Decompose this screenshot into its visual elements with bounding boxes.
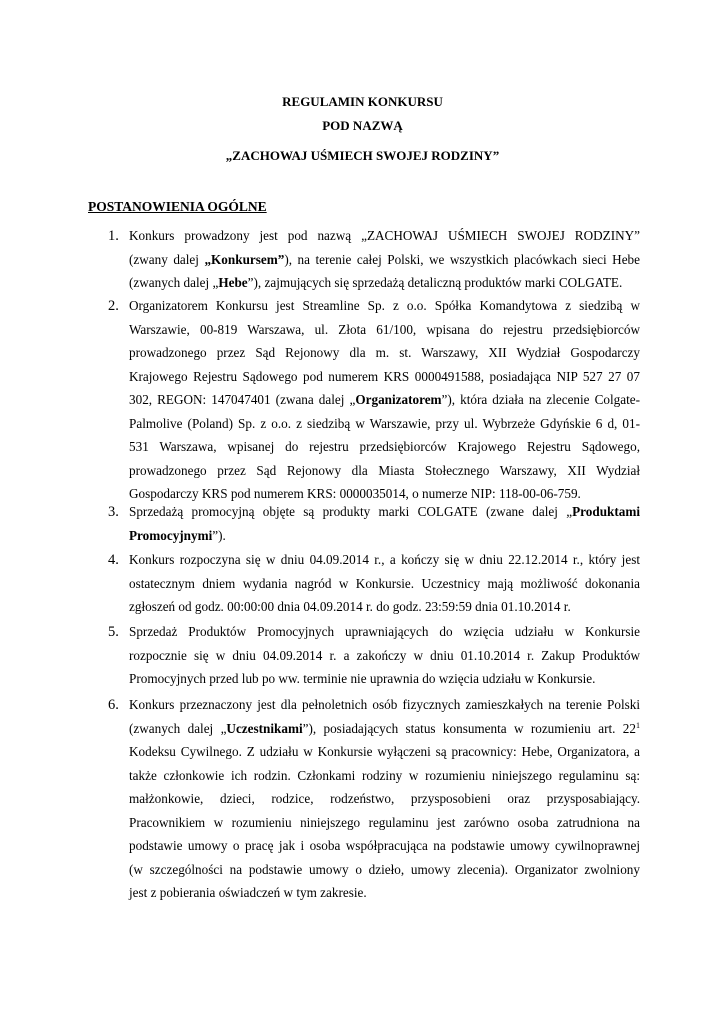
text-line: [129, 298, 640, 314]
item-number: 3.: [108, 504, 119, 520]
text-line: [129, 345, 640, 361]
text-segment: zgłoszeń od godz. 00:00:00 dnia 04.09.2014 r. do godz. 23:59:59 dnia 01.10.2014 r.: [129, 599, 571, 614]
bold-term: Produktami: [572, 504, 640, 519]
text-segment: (zwany dalej: [129, 252, 205, 267]
bold-term: Uczestnikami: [226, 721, 303, 736]
text-segment: ”), zajmujących się sprzedażą detaliczną produktów marki COLGATE.: [247, 275, 623, 290]
text-segment: ), na terenie całej Polski, we wszystkich placówkach sieci Hebe: [284, 252, 640, 267]
text-segment: podstawie umowy o pracę jak i osoba współpracująca na podstawie umowy cywilnoprawnej: [129, 838, 640, 853]
text-line: [129, 528, 640, 544]
text-line: [129, 815, 640, 831]
text-segment: małżonkowie, dzieci, rodzice, rodzeństwo, przysposobieni oraz przysposabiający.: [129, 791, 640, 806]
text-segment: Palmolive (Poland) Sp. z o.o. z siedzibą w Warszawie, przy ul. Wybrzeże Gdyńskie 6 d, 01-: [129, 416, 640, 431]
text-segment: Gospodarczy KRS pod numerem KRS: 0000035014, o numerze NIP: 118-00-06-759.: [129, 486, 581, 501]
text-segment: ”), posiadających status konsumenta w rozumieniu art. 22: [302, 721, 636, 736]
text-line: [129, 862, 640, 878]
item-number: 5.: [108, 624, 119, 640]
text-line: [129, 791, 640, 807]
item-number: 6.: [108, 697, 119, 713]
document-title: REGULAMIN KONKURSU: [282, 94, 443, 109]
bold-term: Promocyjnymi: [129, 528, 213, 543]
text-segment: Kodeksu Cywilnego. Z udziału w Konkursie wyłączeni są pracownicy: Hebe, Organizatora, a: [129, 744, 640, 759]
item-number: 2.: [108, 298, 119, 314]
text-segment: Krajowego Rejestru Sądowego pod numerem KRS 0000491588, posiadająca NIP 527 27 07: [129, 369, 640, 384]
bold-term: Organizatorem: [355, 392, 442, 407]
text-line: [129, 504, 640, 520]
text-segment: Konkurs przeznaczony jest dla pełnoletnich osób fizycznych zamieszkałych na terenie Polski: [129, 697, 640, 712]
text-line: [129, 252, 640, 268]
text-line: [129, 369, 640, 385]
text-segment: także członkowie ich rodzin. Członkami rodziny w rozumieniu niniejszego regulaminu są:: [129, 768, 640, 783]
text-segment: ”), która działa na zlecenie Colgate-: [441, 392, 640, 407]
section-heading: POSTANOWIENIA OGÓLNE: [88, 199, 267, 214]
text-line: [129, 416, 640, 432]
text-segment: ostatecznym dniem wydania nagród w Konkursie. Uczestnicy mają możliwość dokonania: [129, 576, 640, 591]
text-segment: rozpocznie się w dniu 04.09.2014 r. a zakończy w dniu 01.10.2014 r. Zakup Produktów: [129, 648, 640, 663]
text-line: [129, 439, 640, 455]
text-line: [129, 648, 640, 664]
text-line: [129, 392, 640, 408]
text-segment: 302, REGON: 147047401 (zwana dalej „: [129, 392, 356, 407]
text-segment: Promocyjnych przed lub po ww. terminie nie uprawnia do wzięcia udziału w Konkursie.: [129, 671, 596, 686]
text-line: [129, 599, 640, 615]
text-segment: prowadzonego przez Sąd Rejonowy dla Miasta Stołecznego Warszawy, XII Wydział: [129, 463, 640, 478]
text-segment: Konkurs rozpoczyna się w dniu 04.09.2014 r., a kończy się w dniu 22.12.2014 r., który jest: [129, 552, 640, 567]
text-line: [129, 721, 640, 737]
text-line: [129, 768, 640, 784]
text-line: [129, 624, 640, 640]
text-line: [129, 275, 640, 291]
text-line: [129, 744, 640, 760]
text-line: [129, 228, 640, 244]
item-number: 1.: [108, 228, 119, 244]
text-segment: Warszawie, 00-819 Warszawa, ul. Złota 61/100, wpisana do rejestru przedsiębiorców: [129, 322, 640, 337]
text-segment: Organizatorem Konkursu jest Streamline Sp. z o.o. Spółka Komandytowa z siedzibą w: [129, 298, 640, 313]
text-segment: jest z pobierania oświadczeń w tym zakresie.: [129, 885, 367, 900]
text-segment: Sprzedaż Produktów Promocyjnych uprawniających do wzięcia udziału w Konkursie: [129, 624, 640, 639]
superscript: 1: [635, 721, 640, 730]
text-segment: Konkurs prowadzony jest pod nazwą „ZACHOWAJ UŚMIECH SWOJEJ RODZINY”: [129, 228, 640, 243]
text-segment: ”).: [212, 528, 226, 543]
text-line: [129, 576, 640, 592]
text-segment: (zwanych dalej „: [129, 275, 219, 290]
bold-term: „Konkursem”: [204, 252, 285, 267]
text-segment: (zwanych dalej „: [129, 721, 227, 736]
text-line: [129, 552, 640, 568]
contest-name: „ZACHOWAJ UŚMIECH SWOJEJ RODZINY”: [225, 148, 500, 163]
item-number: 4.: [108, 552, 119, 568]
bold-term: Hebe: [218, 275, 248, 290]
text-line: [129, 322, 640, 338]
text-line: [129, 838, 640, 854]
text-line: [129, 697, 640, 713]
text-segment: prowadzonego przez Sąd Rejonowy dla m. st. Warszawy, XII Wydział Gospodarczy: [129, 345, 640, 360]
text-segment: 531 Warszawa, wpisanej do rejestru przedsiębiorców Krajowego Rejestru Sądowego,: [129, 439, 640, 454]
text-segment: Sprzedażą promocyjną objęte są produkty marki COLGATE (zwane dalej „: [129, 504, 573, 519]
document-subtitle: POD NAZWĄ: [322, 118, 403, 133]
text-segment: Pracownikiem w rozumieniu niniejszego regulaminu jest zarówno osoba zatrudniona na: [129, 815, 640, 830]
text-segment: (w szczególności na podstawie umowy o dzieło, umowy zlecenia). Organizator zwolniony: [129, 862, 640, 877]
text-line: [129, 486, 640, 502]
text-line: [129, 671, 640, 687]
text-line: [129, 885, 640, 901]
text-line: [129, 463, 640, 479]
